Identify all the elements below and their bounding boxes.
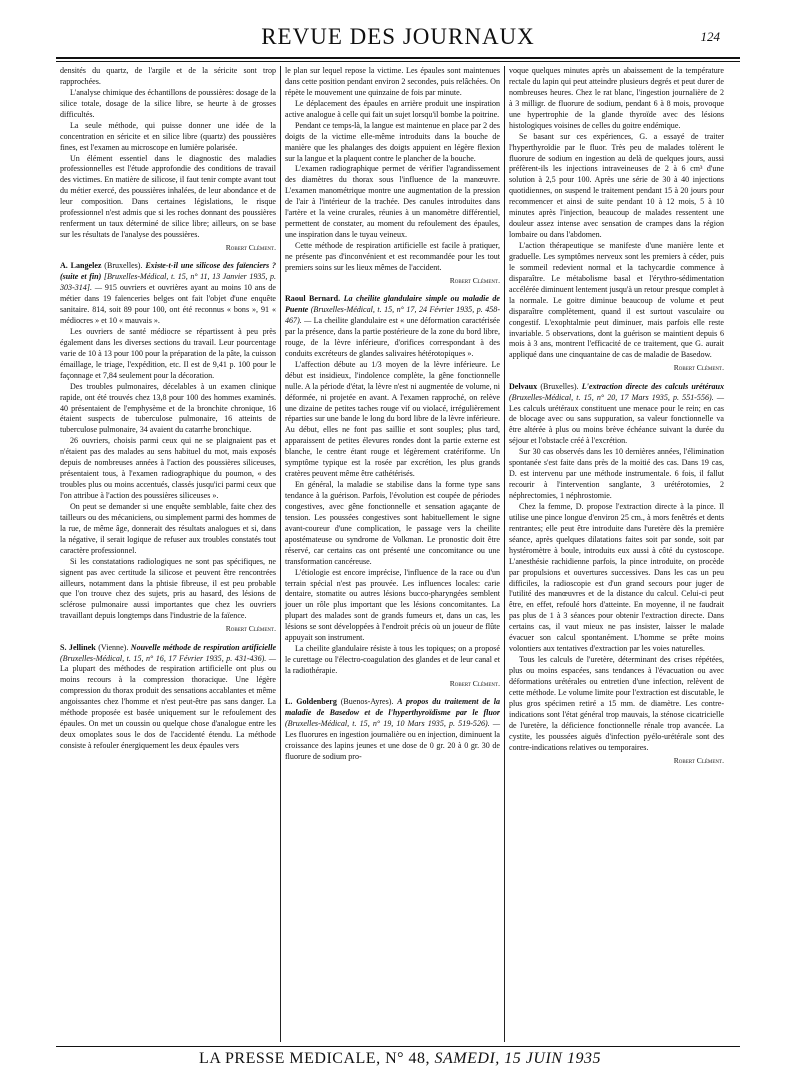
footer-date: 15 JUIN 1935 [504, 1050, 601, 1067]
text-columns [56, 66, 740, 1042]
article-heading [285, 294, 500, 360]
footer-rule [56, 1046, 740, 1047]
article-author: S. Jellinek [60, 642, 96, 652]
paragraph: 915 ouvriers et ouvrières ayant au moins 10 ans de métier dans 19 faïenceries belges ont fait l'objet d'une enquête sanitaire. 814, soit 89 pour 100, ont été reconnus « bons », 91 « médiocres » et 10 « mauvais ». [60, 283, 276, 325]
signature: Robert Clément. [449, 678, 500, 688]
article-title: Existe-t-il une silicose des faïenciers ? (suite et fin) [60, 261, 276, 282]
page-footer [0, 1050, 800, 1068]
paragraph: L'étiologie est encore imprécise, l'influence de la race ou d'un terrain spécial n'est pas prouvée. Les influences locales: carie dentaire, stomatite ou autres lésions bucco-pharyngées semblent jouer un rôle plus important que les lésions concomitantes. La plupart des malades sont de grands fumeurs et, dans un cas, les lésions se sont développées à l'endroit précis où un joueur de flûte appuyait son instrument. [285, 567, 500, 643]
paragraph: On peut se demander si une enquête semblable, faite chez des tailleurs ou des mécaniciens, ou simplement parmi des hommes de la rue, de même âge, donnerait des résultats analogues et si, dans la négative, il serait logique de refuser aux troubles constatés tout caractère professionnel. [60, 501, 276, 555]
paragraph: le plan sur lequel repose la victime. Les épaules sont maintenues dans cette position pendant environ 2 secondes, puis relâchées. On répète le mouvement une quinzaine de fois par minute. [285, 66, 500, 97]
article-delvaux [509, 382, 724, 766]
paragraph: L'analyse chimique des échantillons de poussières: dosage de la silice totale, dosage de la silice libre, se heurte à de grosses difficultés. [60, 87, 276, 119]
article-reference: (Bruxelles-Médical, t. 15, n° 20, 17 Mars 1935, p. 551-556). — [509, 392, 724, 402]
article-langelez [60, 261, 276, 634]
paragraph: Un élément essentiel dans le diagnostic des maladies professionnelles est l'étude approfondie des conditions de travail des victimes. En matière de silicose, il faut tenir compte avant tout du métier exercé, des poussières inhalées, de leur abondance et de leur composition. Dans certaines législations, le risque professionnel n'est admis que si les roches donnant des poussières renferment un taux déterminé de silice libre; ailleurs, on se base sur les résultats de l'analyse des poussières. [60, 153, 276, 240]
page-number: 124 [700, 29, 720, 44]
article-heading [60, 261, 276, 327]
paragraph: Chez la femme, D. propose l'extraction directe à la pince. Il utilise une pince longue d'environ 25 cm., à mors fenêtrés et dents rentrantes; elle peut être introduite dans l'uretère dès la première séance, après quelques dilatations faites soit par sonde, soit par hystéromètre à boule, introduits eux aussi à côté du cystoscope. L'anesthésie rachidienne parfois, la pince introduite, on procède par propulsions et ouvertures successives. Dans les cas un peu difficiles, la radioscopie est d'un grand secours pour juger de l'utilité des manœuvres et de la distance du calcul. Celui-ci peut être, en effet, refoulé hors d'atteinte. En moyenne, il ne faudrait pas plus de 1 à 3 séances pour obtenir l'extraction directe. Dans certains cas, il vaut mieux ne pas insister, laisser le malade évacuer son calcul spontanément. L'homme se prête moins volontiers aux tentatives d'extraction par les voies naturelles. [509, 501, 724, 654]
signature: Robert Clément. [225, 243, 276, 252]
article-author: L. Goldenberg [285, 697, 337, 707]
header-rule [56, 57, 740, 59]
paragraph: Si les constatations radiologiques ne sont pas spécifiques, ne signent pas avec certitude la silicose et peuvent être rencontrées ailleurs, notamment dans la phtisie fibreuse, il est peu probable que l'on trouve chez des sujets, pris au hasard, des lésions de sclérose pulmonaire aussi importantes que chez les ouvriers travaillant depuis longtemps dans l'industrie de la faïence. [60, 556, 276, 621]
paragraph: En général, la maladie se stabilise dans la forme type sans tendance à la guérison. Parfois, l'évolution est coupée de périodes congestives, avec gêne fonctionnelle et sensation agaçante de tension. Les poussées congestives sont habituellement le signe avant-coureur d'une complication, le passage vers la cheilite apostémateuse ou syndrome de Volkman. Le pronostic doit être réservé, car certains cas ont présenté une concomitance ou une transformation cancéreuse. [285, 480, 500, 566]
signature: Robert Clément. [673, 755, 724, 765]
paragraph: Les calculs urétéraux constituent une menace pour le rein; en cas de blocage avec ou sans suppuration, sa valeur fonctionnelle va être altérée à plus ou moins brève échéance suivant la durée du séjour et l'obstacle créé à l'excrétion. [509, 403, 724, 446]
article-place: (Buenos-Ayres). [340, 697, 394, 707]
paragraph: La cheilite glandulaire est « une déformation caractérisée par la présence, dans la partie postérieure de la zone du bord libre, rouge, de la lèvre inférieure, d'orifices correspondant à des conduits excréteurs de glandes salivaires hétérotopiques ». [285, 316, 500, 358]
paragraph: La seule méthode, qui puisse donner une idée de la concentration en séricite et en silice libre (quartz) des poussières fines, est l'examen au microscope en lumière polarisée. [60, 120, 276, 152]
article-bernard [285, 294, 500, 689]
paragraph: L'examen radiographique permet de vérifier l'agrandissement des diamètres du thorax sous l'influence de la manœuvre. L'examen manométrique montre une augmentation de la pression de l'air à l'intérieur de la trachée. Des canules introduites dans l'artère et la veine crurales, réunies à un manomètre différentiel, permettent de constater, au moment du refoulement des épaules, une inspiration dans le tuyau veineux. [285, 164, 500, 240]
article-heading [60, 643, 276, 752]
article-reference: (Bruxelles-Médical, t. 15, n° 17, 24 Février 1935, p. 458-467). — [285, 305, 500, 325]
footer-day: SAMEDI, [434, 1050, 500, 1067]
article-heading [509, 382, 724, 448]
article-heading [285, 697, 500, 763]
header-rule-thin [56, 61, 740, 62]
signature: Robert Clément. [673, 363, 724, 373]
paragraph: La plupart des méthodes de respiration artificielle ont plus ou moins recours à la compression thoracique. Une légère compression du thorax produit des sensations accablantes et même angoissantes chez l'homme et n'est peut-être pas sans danger. La méthode proposée est basée uniquement sur le refoulement des épaules. On met un coussin ou quelque chose d'analogue entre les deux omoplates sous le dos de l'accidenté étendu. La méthode consiste à refouler énergiquement les deux épaules vers [60, 664, 276, 750]
article-reference: [Bruxelles-Médical, t. 15, n° 11, 13 Janvier 1935, p. 303-314]. — [60, 272, 277, 293]
paragraph: Le déplacement des épaules en arrière produit une inspiration active analogue à celle qui fait un sujet lorsqu'il bombe la poitrine. [285, 98, 500, 119]
paragraph: 26 ouvriers, choisis parmi ceux qui ne se plaignaient pas et n'étaient pas des malades au sens habituel du mot, mais exposés depuis de nombreuses années à l'action des poussières siliceuses, présentaient tous, à l'examen radiographique du poumon, « des troubles plus ou moins accentués, classés jusqu'ici parmi ceux que l'on attribue à l'action des poussières siliceuses ». [60, 436, 276, 500]
article-place: (Bruxelles). [104, 261, 143, 271]
article-title: Nouvelle méthode de respiration artificielle [130, 642, 277, 652]
article-goldenberg [285, 697, 500, 763]
paragraph: Tous les calculs de l'uretère, déterminant des crises répétées, plus ou moins espacées, sans tendances à l'évacuation ou avec déformations urétérales ou entretien d'une infection, relèvent de cette méthode. Le volume limite pour l'extraction est discutable, le plus gros spécimen retiré a 15 mm. de diamètre. Les contre-indications sont l'état général trop mauvais, la sténose cicatricielle de l'uretère, la déficience fonctionnelle rénale trop avancée. La cystite, les poussées aiguës d'infection pyélo-urétérale sont des contre-indications relatives ou temporaires. [509, 655, 724, 752]
article-jellinek [60, 643, 276, 752]
footer-journal: LA PRESSE MEDICALE, N° 48, [199, 1050, 431, 1067]
signature: Robert Clément. [225, 624, 276, 634]
article-author: Raoul Bernard. [285, 294, 341, 304]
column-2 [280, 66, 504, 1042]
column-1 [56, 66, 280, 1042]
paragraph: voque quelques minutes après un abaissement de la température rectale du lapin qui peut atteindre plusieurs degrés et peut durer de nombreuses heures. Chez le rat blanc, l'ingestion journalière de 2 à 3 milligr. de fluorure de sodium, pendant 6 à 8 mois, provoque une hypertrophie de la glande thyroïde avec des lésions histologiques voisines de celles du goitre endémique. [509, 66, 724, 130]
article-title: A propos du traitement de la maladie de Basedow et de l'hyperthyroïdisme par le fluor [285, 697, 501, 718]
column-3 [504, 66, 728, 1042]
article-title: L'extraction directe des calculs urétéraux [581, 381, 725, 391]
article-author: Delvaux [509, 381, 538, 391]
article-author: A. Langelez [60, 261, 102, 271]
article-place: (Vienne). [98, 642, 129, 652]
paragraph: La cheilite glandulaire résiste à tous les topiques; on a proposé le curettage ou l'électro-coagulation des glandes et de leur canal et la radiothérapie. [285, 644, 500, 675]
running-title: REVUE DES JOURNAUX [261, 24, 535, 49]
paragraph: Cette méthode de respiration artificielle est facile à pratiquer, ne présente pas d'inconvénient et est recommandée pour les tout premiers soins sur les lieux mêmes de l'accident. [285, 241, 500, 272]
paragraph: Des troubles pulmonaires, décelables à un examen clinique rapide, ont été trouvés chez 13,8 pour 100 des hommes examinés. 40 présentaient de l'emphysème et de la bronchite chronique, 16 étaient suspects de tuberculose pulmonaire, 16 atteints de tuberculose pulmonaire, 34 avaient du catarrhe bronchique. [60, 381, 276, 435]
article-place: (Bruxelles). [540, 381, 579, 391]
signature: Robert Clément. [449, 275, 500, 285]
paragraph: L'affection débute au 1/3 moyen de la lèvre inférieure. Le début est insidieux, l'indolence complète, la gêne fonctionnelle nulle. A la période d'état, la lèvre n'est ni augmentée de volume, ni déformée, ni projetée en avant. A l'examen rapproché, on relève une dizaine de petites taches rouge vif ou violacé, irrégulièrement réparties sur une bande le long du bord libre de la lèvre inférieure. Au début, elles ne font pas saillie et sont souples; plus tard, apparaissent de petites élevures rondes dont la partie externe est blanche, le centre étant rouge et légèrement cratériforme. Un symptôme typique est la rosée par excrétion, les plus grands cratères peuvent même être cathétérisés. [285, 359, 500, 479]
paragraph: Les fluorures en ingestion journalière ou en injection, diminuent la croissance des lapins jeunes et une dose de 0 gr. 20 à 0 gr. 30 de fluorure de sodium pro- [285, 730, 500, 761]
paragraph: Pendant ce temps-là, la langue est maintenue en place par 2 des doigts de la victime elle-même introduits dans la bouche de manière que les phalanges des doigts appuient en légère flexion sur la langue et la plaquent contre le plancher de la bouche. [285, 120, 500, 163]
article-reference: (Bruxelles-Médical, t. 15, n° 19, 10 Mars 1935, p. 519-526). — [285, 719, 500, 729]
article-title: La cheilite glandulaire simple ou maladie de Puente [285, 294, 500, 315]
paragraph: densités du quartz, de l'argile et de la séricite sont trop rapprochées. [60, 66, 276, 86]
paragraph: L'action thérapeutique se manifeste d'une manière lente et graduelle. Les symptômes nerveux sont les premiers à céder, puis le sommeil redevient normal et la tachycardie commence à disparaître. Le métabolisme basal et l'érythro-sédimentation accélérée diminuent lentement jusqu'à un retour presque complet à la normale. Le goitre diminue beaucoup de volume et peut disparaître complètement, quand il est surtout vasculaire ou congestif. L'exophtalmie peut diminuer, mais parfois elle reste invariable. 5 observations, dont la guérison se maintient depuis 6 mois à 3 ans, montrent l'efficacité de ce traitement, que G. aurait appliqué dans une cinquantaine de cas de maladie de Basedow. [509, 241, 724, 360]
paragraph: Les ouvriers de santé médiocre se répartissent à peu près également dans les diverses sections du travail. Leur pourcentage varie de 10 à 13 pour 100 pour la préparation de la pâte, la cuisson émaillage, le triage, l'expédition, etc. Il est de 9,41 p. 100 pour le façonnage et 7,84 seulement pour la décoration. [60, 326, 276, 380]
paragraph: Se basant sur ces expériences, G. a essayé de traiter l'hyperthyroïdie par le fluor. Très peu de malades tolèrent le fluorure de sodium en ingestion au delà de quelques jours, aussi préfèrent-ils les injections intraveineuses de 2 à 6 cm³ d'une solution à 2,5 pour 100. Après une série de 30 à 40 injections quotidiennes, on suspend le traitement pendant 15 à 20 jours pour recommencer et ainsi de suite pendant 10 à 12 mois, 5 à 10 minutes après l'injection, beaucoup de malades ressentent une douleur assez intense avec sensation de crampes dans la région lombaire ou dans l'abdomen. [509, 131, 724, 240]
article-reference: (Bruxelles-Médical, t. 15, n° 16, 17 Février 1935, p. 431-436). — [60, 653, 276, 663]
paragraph: Sur 30 cas observés dans les 10 dernières années, l'élimination spontanée s'est faite dans près de la moitié des cas. Dans 19 cas, D. est intervenu par une méthode instrumentale. 6 fois, il fallut recourir à l'intervention sanglante, 3 urétérotomies, 2 néphrectomies, 1 néphrostomie. [509, 447, 724, 500]
